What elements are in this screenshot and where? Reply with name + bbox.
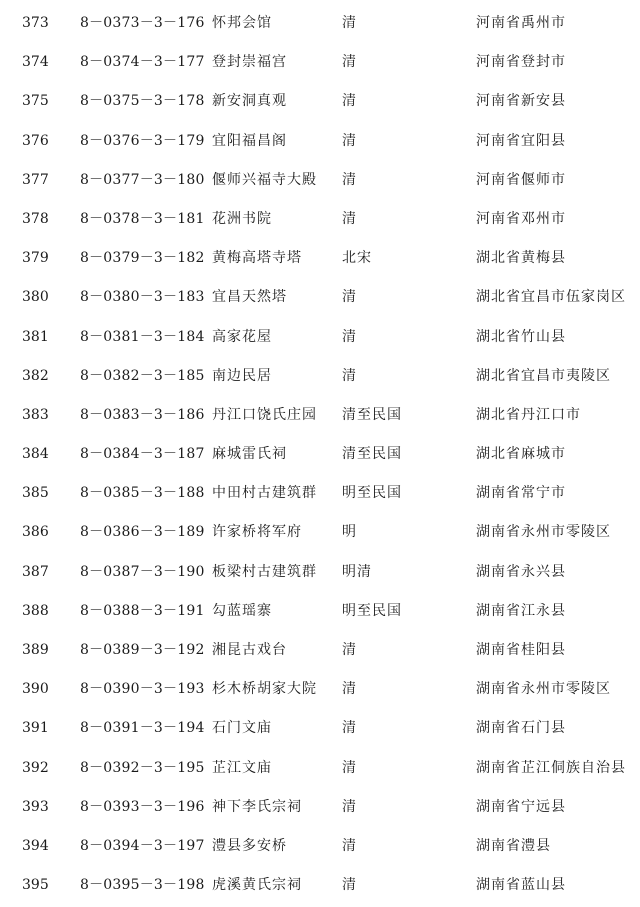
row-seq-number: 394 [22, 837, 49, 854]
row-era: 清 [342, 210, 357, 227]
row-location: 湖北省黄梅县 [476, 250, 566, 267]
row-seq-number: 382 [22, 367, 49, 384]
table-row [0, 357, 640, 396]
row-seq-number: 377 [22, 171, 49, 188]
row-seq-number: 387 [22, 563, 49, 580]
row-location: 湖南省常宁市 [476, 485, 566, 502]
row-code: 8－0390－3－193 [80, 681, 205, 698]
row-location: 湖南省宁远县 [476, 798, 566, 815]
row-era: 清 [342, 54, 357, 71]
row-site-name: 丹江口饶氏庄园 [212, 406, 317, 423]
row-site-name: 勾蓝瑶寨 [212, 602, 272, 619]
row-seq-number: 379 [22, 250, 49, 267]
row-site-name: 石门文庙 [212, 720, 272, 737]
table-row [0, 278, 640, 317]
row-era: 清 [342, 93, 357, 110]
row-location: 河南省登封市 [476, 54, 566, 71]
row-era: 北宋 [342, 250, 372, 267]
row-code: 8－0381－3－184 [80, 328, 205, 345]
row-code: 8－0395－3－198 [80, 877, 205, 894]
row-site-name: 南边民居 [212, 367, 272, 384]
row-code: 8－0379－3－182 [80, 250, 205, 267]
row-code: 8－0388－3－191 [80, 602, 205, 619]
row-era: 明 [342, 524, 357, 541]
table-row [0, 396, 640, 435]
heritage-table [0, 4, 640, 905]
row-site-name: 湘昆古戏台 [212, 642, 287, 658]
row-location: 湖南省江永县 [476, 602, 566, 619]
row-location: 湖南省石门县 [476, 720, 566, 737]
row-seq-number: 390 [22, 681, 49, 698]
row-era: 清 [342, 759, 357, 776]
row-site-name: 许家桥将军府 [212, 524, 302, 541]
row-location: 湖南省蓝山县 [476, 877, 566, 894]
row-code: 8－0387－3－190 [80, 563, 205, 580]
row-code: 8－0386－3－189 [80, 524, 205, 541]
row-era: 清 [342, 171, 357, 188]
row-code: 8－0375－3－178 [80, 93, 205, 110]
table-row [0, 827, 640, 866]
row-code: 8－0377－3－180 [80, 171, 205, 188]
row-era: 明清 [342, 563, 372, 580]
table-row [0, 474, 640, 513]
row-code: 8－0373－3－176 [80, 15, 205, 31]
row-site-name: 偃师兴福寺大殿 [212, 171, 317, 188]
row-seq-number: 380 [22, 289, 49, 306]
table-row [0, 631, 640, 670]
row-seq-number: 389 [22, 642, 49, 658]
row-seq-number: 376 [22, 132, 49, 149]
table-row [0, 161, 640, 200]
row-site-name: 宜昌天然塔 [212, 289, 287, 306]
row-location: 湖北省丹江口市 [476, 406, 581, 423]
row-era: 清 [342, 367, 357, 384]
row-seq-number: 381 [22, 328, 49, 345]
row-era: 清 [342, 132, 357, 149]
row-location: 湖南省永州市零陵区 [476, 681, 611, 698]
row-code: 8－0378－3－181 [80, 210, 205, 227]
row-seq-number: 386 [22, 524, 49, 541]
row-era: 清 [342, 328, 357, 345]
row-site-name: 芷江文庙 [212, 759, 272, 776]
row-site-name: 板梁村古建筑群 [212, 563, 317, 580]
table-row [0, 435, 640, 474]
row-code: 8－0385－3－188 [80, 485, 205, 502]
row-era: 清 [342, 798, 357, 815]
table-row [0, 4, 640, 43]
table-row [0, 749, 640, 788]
row-site-name: 中田村古建筑群 [212, 485, 317, 502]
row-seq-number: 388 [22, 602, 49, 619]
row-site-name: 神下李氏宗祠 [212, 798, 302, 815]
row-site-name: 花洲书院 [212, 210, 272, 227]
table-row [0, 122, 640, 161]
table-row [0, 513, 640, 552]
row-site-name: 新安洞真观 [212, 93, 287, 110]
row-era: 清 [342, 15, 357, 31]
row-seq-number: 392 [22, 759, 49, 776]
row-seq-number: 384 [22, 446, 49, 463]
row-seq-number: 378 [22, 210, 49, 227]
row-code: 8－0393－3－196 [80, 798, 205, 815]
table-row [0, 670, 640, 709]
row-seq-number: 375 [22, 93, 49, 110]
row-site-name: 杉木桥胡家大院 [212, 681, 317, 698]
row-era: 清 [342, 877, 357, 894]
row-era: 清 [342, 720, 357, 737]
row-location: 河南省邓州市 [476, 210, 566, 227]
row-site-name: 高家花屋 [212, 328, 272, 345]
table-row [0, 788, 640, 827]
row-era: 清 [342, 837, 357, 854]
table-row [0, 82, 640, 121]
row-site-name: 宜阳福昌阁 [212, 132, 287, 149]
row-location: 河南省偃师市 [476, 171, 566, 188]
row-location: 湖北省麻城市 [476, 446, 566, 463]
row-code: 8－0392－3－195 [80, 759, 205, 776]
row-location: 湖南省桂阳县 [476, 642, 566, 658]
table-row [0, 709, 640, 748]
table-row [0, 43, 640, 82]
row-era: 清至民国 [342, 446, 402, 463]
row-era: 清至民国 [342, 406, 402, 423]
row-location: 湖南省永州市零陵区 [476, 524, 611, 541]
row-code: 8－0374－3－177 [80, 54, 205, 71]
row-era: 明至民国 [342, 602, 402, 619]
table-row [0, 318, 640, 357]
row-seq-number: 385 [22, 485, 49, 502]
row-seq-number: 391 [22, 720, 49, 737]
row-location: 湖北省宜昌市夷陵区 [476, 367, 611, 384]
row-era: 清 [342, 681, 357, 698]
row-era: 清 [342, 642, 357, 658]
table-row [0, 592, 640, 631]
row-location: 河南省禹州市 [476, 15, 566, 31]
table-row [0, 239, 640, 278]
row-location: 河南省新安县 [476, 93, 566, 110]
row-seq-number: 374 [22, 54, 49, 71]
row-site-name: 登封崇福宫 [212, 54, 287, 71]
row-location: 湖北省宜昌市伍家岗区 [476, 289, 626, 306]
row-location: 湖南省澧县 [476, 837, 551, 854]
row-location: 湖北省竹山县 [476, 328, 566, 345]
row-era: 明至民国 [342, 485, 402, 502]
row-seq-number: 395 [22, 877, 49, 894]
row-location: 湖南省芷江侗族自治县 [476, 759, 626, 776]
row-era: 清 [342, 289, 357, 306]
row-code: 8－0394－3－197 [80, 837, 205, 854]
row-code: 8－0380－3－183 [80, 289, 205, 306]
row-seq-number: 373 [22, 15, 49, 31]
row-seq-number: 383 [22, 406, 49, 423]
row-code: 8－0383－3－186 [80, 406, 205, 423]
row-site-name: 黄梅高塔寺塔 [212, 250, 302, 267]
row-code: 8－0376－3－179 [80, 132, 205, 149]
row-site-name: 麻城雷氏祠 [212, 446, 287, 463]
row-code: 8－0389－3－192 [80, 642, 205, 658]
row-site-name: 虎溪黄氏宗祠 [212, 877, 302, 894]
row-code: 8－0382－3－185 [80, 367, 205, 384]
table-row [0, 866, 640, 905]
row-location: 湖南省永兴县 [476, 563, 566, 580]
row-code: 8－0391－3－194 [80, 720, 205, 737]
row-site-name: 澧县多安桥 [212, 837, 287, 854]
row-code: 8－0384－3－187 [80, 446, 205, 463]
row-seq-number: 393 [22, 798, 49, 815]
row-site-name: 怀邦会馆 [212, 15, 272, 31]
table-row [0, 200, 640, 239]
table-row [0, 553, 640, 592]
row-location: 河南省宜阳县 [476, 132, 566, 149]
